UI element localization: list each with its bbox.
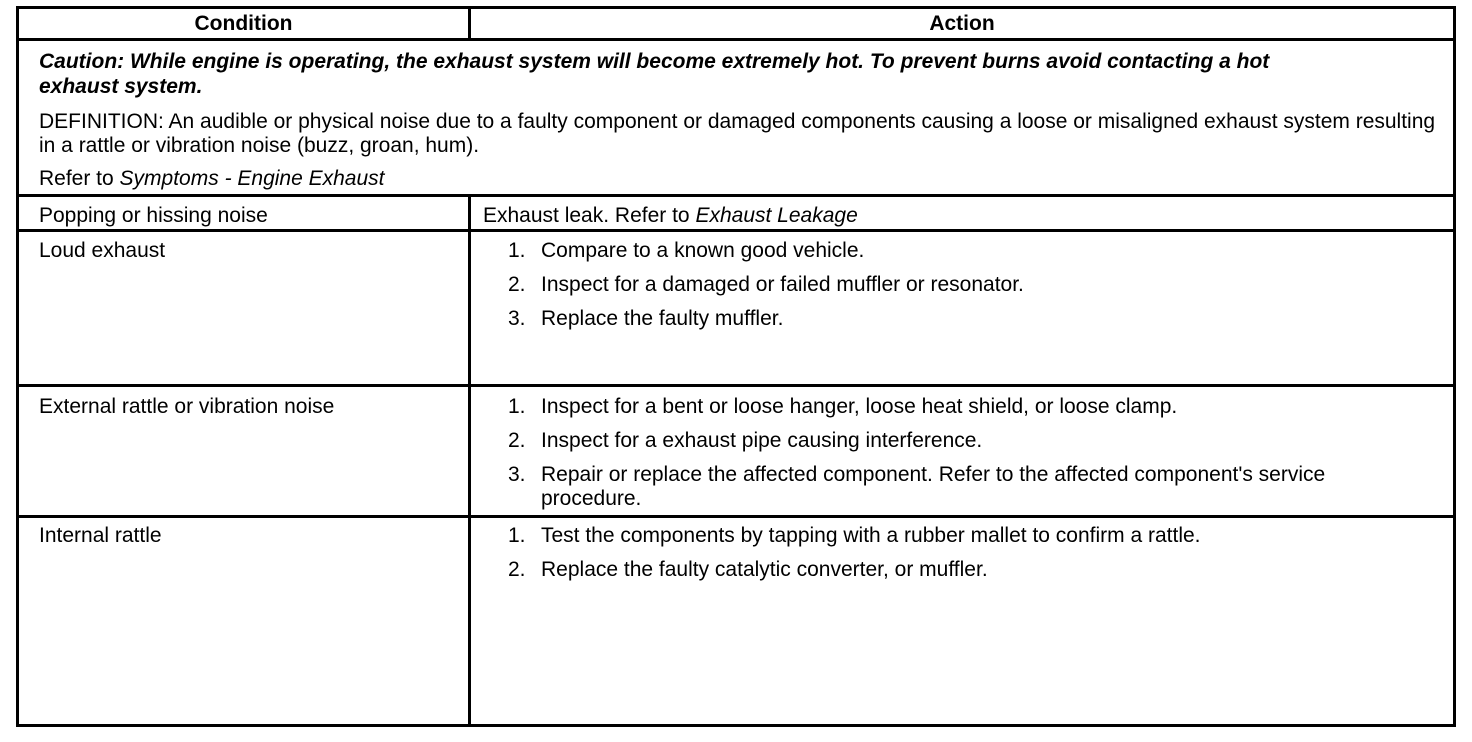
list-item: 2. Inspect for a exhaust pipe causing interference.: [508, 429, 983, 452]
list-item: 1. Inspect for a bent or loose hanger, loose heat shield, or loose clamp.: [508, 395, 1178, 418]
exhaust-leakage-link[interactable]: Exhaust Leakage: [695, 204, 858, 227]
refer-prefix: Refer to: [39, 167, 120, 190]
header-condition: Condition: [194, 12, 293, 35]
header-action: Action: [929, 12, 995, 35]
condition-external-rattle: External rattle or vibration noise: [39, 395, 335, 418]
condition-loud-exhaust: Loud exhaust: [39, 239, 166, 262]
symptoms-link[interactable]: Symptoms - Engine Exhaust: [119, 167, 385, 190]
steps-loud-exhaust: [504, 239, 1413, 341]
refer-symptoms: [39, 167, 385, 191]
list-item: 2. Inspect for a damaged or failed muffler or resonator.: [508, 273, 1024, 296]
divider-row3: [19, 515, 1453, 518]
divider-row2: [19, 384, 1453, 387]
column-divider-header: [468, 9, 471, 38]
definition-text: DEFINITION: An audible or physical noise due to a faulty component or damaged components causing a loose or misaligned exhaust system resulting in a rattle or vibration noise (buzz, groan, hum).: [39, 110, 1436, 157]
action-popping: [483, 204, 858, 228]
caution-text: Caution: While engine is operating, the exhaust system will become extremely hot. To prevent burns avoid contacting a hot exhaust system.: [39, 50, 1270, 98]
steps-external-rattle: [504, 395, 1413, 521]
column-divider-rows: [468, 194, 471, 724]
divider-intro: [19, 194, 1453, 197]
action-popping-prefix: Exhaust leak. Refer to: [483, 204, 696, 227]
list-item: 3. Repair or replace the affected component. Refer to the affected component's service procedure.: [508, 463, 1326, 510]
list-item: 1. Test the components by tapping with a rubber mallet to confirm a rattle.: [508, 524, 1201, 547]
divider-row1: [19, 229, 1453, 232]
list-item: 3. Replace the faulty muffler.: [508, 307, 784, 330]
condition-popping: Popping or hissing noise: [39, 204, 268, 227]
steps-internal-rattle: [504, 524, 1413, 592]
condition-internal-rattle: Internal rattle: [39, 524, 162, 547]
diagnostic-table: [16, 6, 1456, 727]
list-item: 2. Replace the faulty catalytic converter, or muffler.: [508, 558, 988, 581]
list-item: 1. Compare to a known good vehicle.: [508, 239, 865, 262]
divider-header: [19, 38, 1453, 41]
